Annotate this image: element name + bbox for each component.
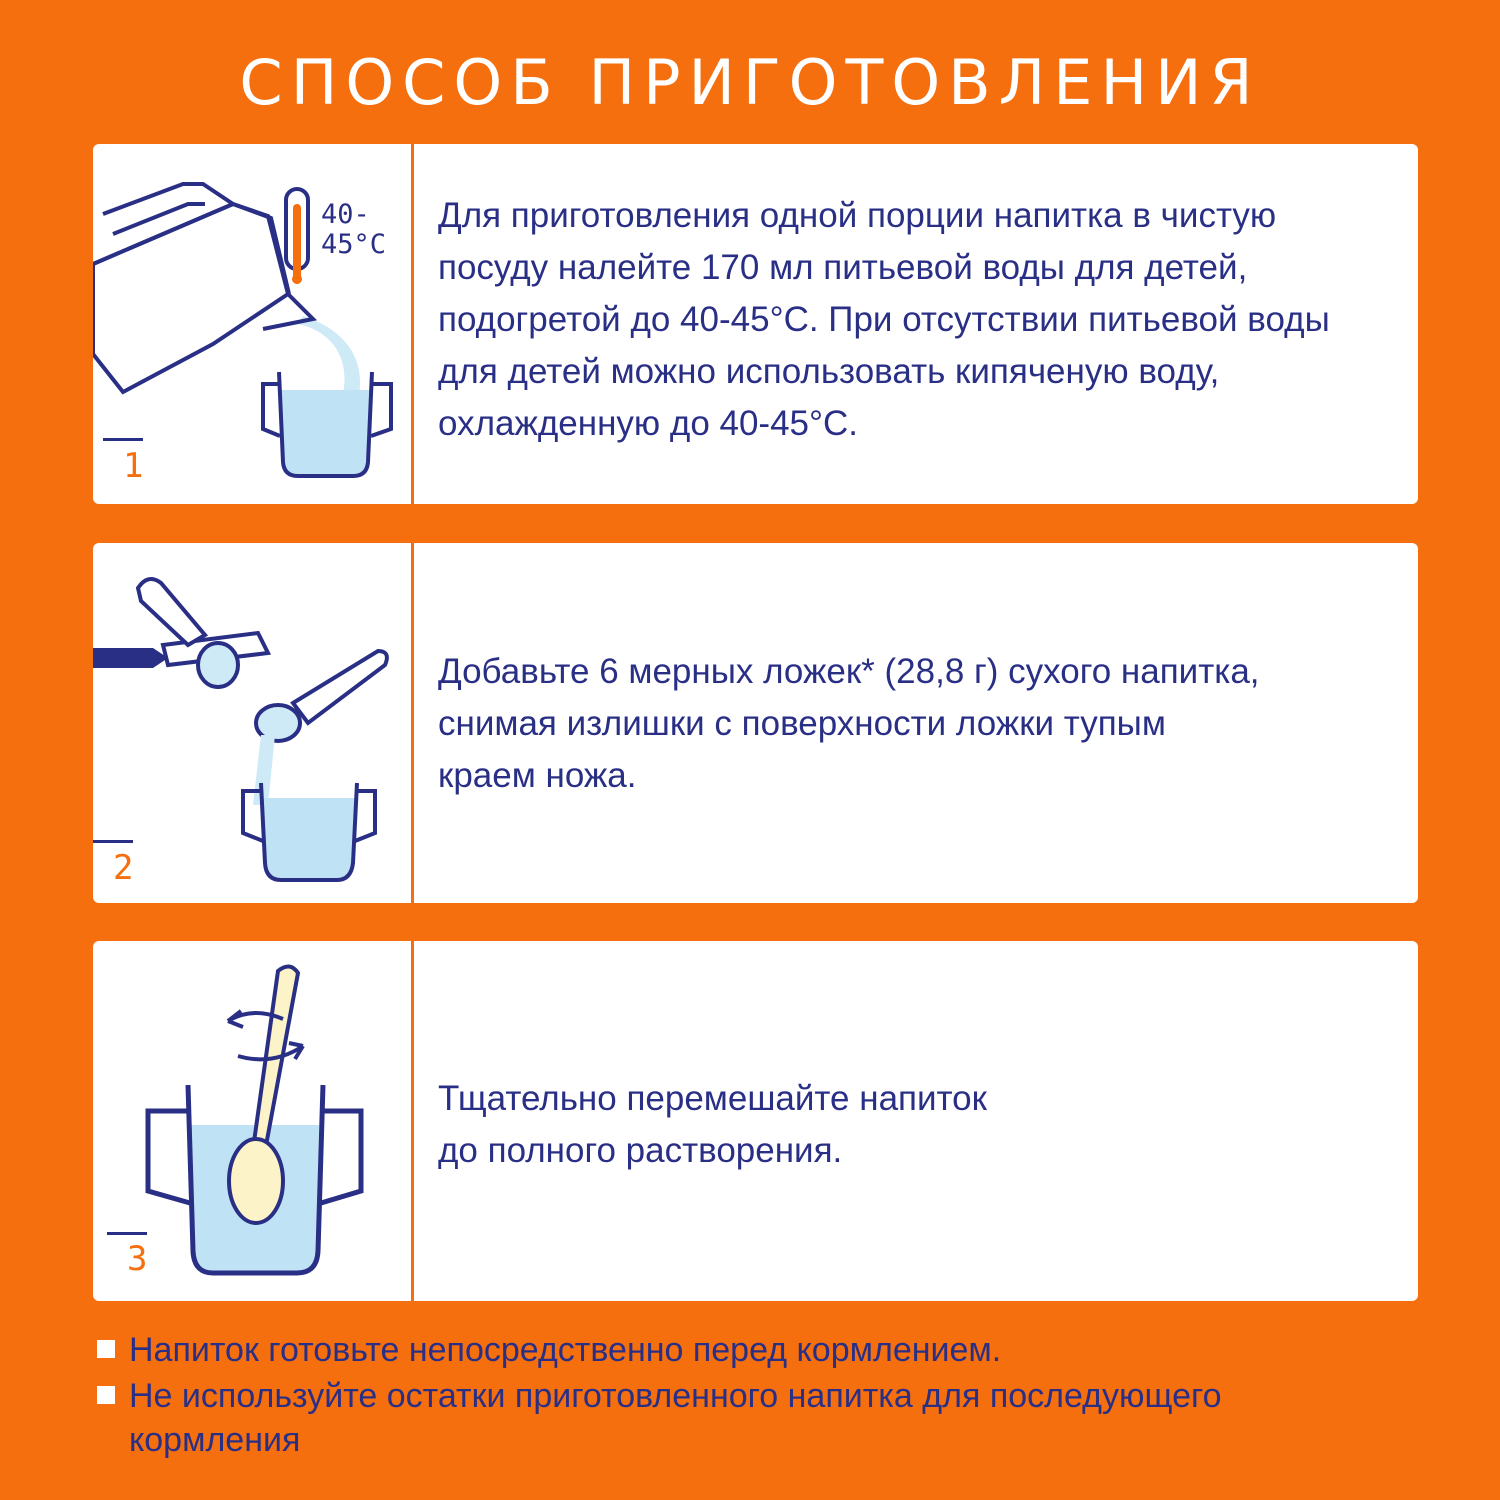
step-2-text: Добавьте 6 мерных ложек* (28,8 г) сухого напитка, снимая излишки с поверхности ложки тупым краем ножа. xyxy=(438,652,1260,795)
card-divider xyxy=(411,144,414,504)
step-number: 2 xyxy=(113,848,134,888)
temperature-label: 40- 45°C xyxy=(321,199,387,260)
step-3-text: Тщательно перемешайте напиток до полного растворения. xyxy=(438,1079,987,1170)
measuring-spoon-powder-icon xyxy=(93,543,411,903)
step-number-bar xyxy=(93,840,133,843)
step-3-illustration xyxy=(93,941,411,1301)
list-item xyxy=(97,1374,1397,1462)
step-2-illustration xyxy=(93,543,411,903)
step-number-bar xyxy=(107,1232,147,1235)
card-divider xyxy=(411,543,414,903)
step-number: 3 xyxy=(127,1239,148,1279)
list-item xyxy=(97,1328,1397,1372)
step-number-bar xyxy=(103,438,143,441)
step-1-illustration xyxy=(93,144,411,504)
notes-list xyxy=(97,1328,1397,1464)
note-text: Напиток готовьте непосредственно перед кормлением. xyxy=(129,1331,1002,1369)
step-card-3 xyxy=(93,941,1418,1301)
note-text: Не используйте остатки приготовленного напитка для последующего кормления xyxy=(129,1377,1222,1459)
step-card-2 xyxy=(93,543,1418,903)
step-number: 1 xyxy=(123,446,144,486)
page-title: СПОСОБ ПРИГОТОВЛЕНИЯ xyxy=(239,46,1261,119)
card-divider xyxy=(411,941,414,1301)
step-1-text: Для приготовления одной порции напитка в чистую посуду налейте 170 мл питьевой воды для детей, подогретой до 40-45°С. При отсутствии питьевой воды для детей можно использовать кипяченую воду, охлажденную до 40-45°С. xyxy=(438,196,1330,443)
step-card-1 xyxy=(93,144,1418,504)
bullet-square-icon xyxy=(97,1386,115,1404)
bullet-square-icon xyxy=(97,1340,115,1358)
